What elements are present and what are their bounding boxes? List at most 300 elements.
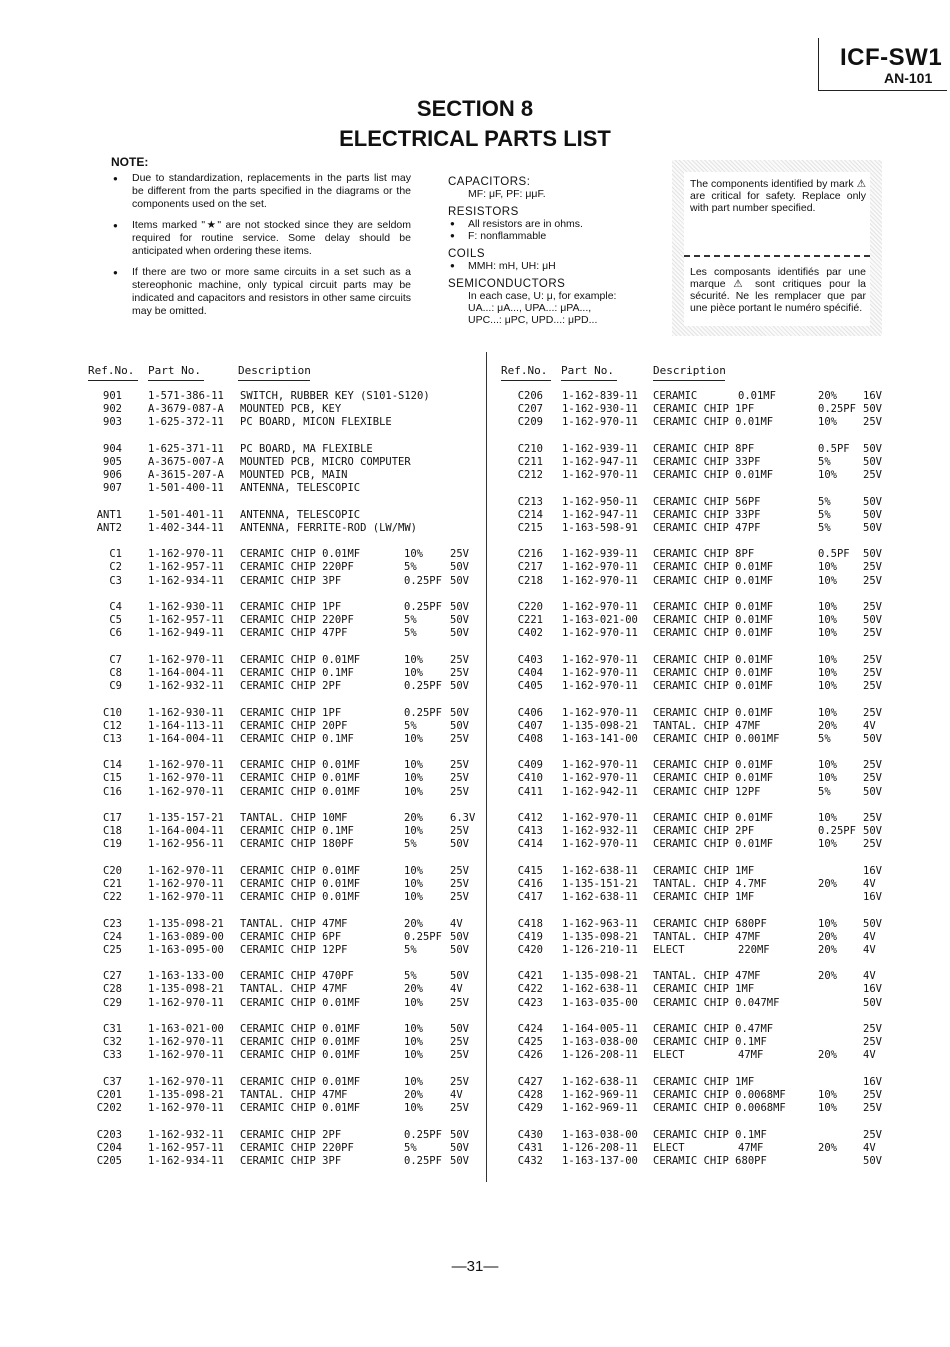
voltage: 50V: [863, 508, 882, 521]
tolerance: 10%: [818, 666, 837, 679]
part-number: 1-162-970-11: [562, 772, 638, 785]
part-number: 1-163-089-00: [148, 930, 224, 943]
part-number: 1-162-638-11: [562, 1075, 638, 1088]
voltage: 25V: [863, 1036, 882, 1049]
part-number: 1-162-969-11: [562, 1088, 638, 1101]
page-title: ELECTRICAL PARTS LIST: [339, 126, 611, 151]
part-number: 1-163-133-00: [148, 970, 224, 983]
ref-number: C220: [517, 601, 543, 613]
ref-number: C425: [517, 1036, 543, 1049]
description: CERAMIC CHIP 0.01MF: [240, 1036, 361, 1049]
ref-number: C416: [517, 877, 543, 890]
description: CERAMIC CHIP 220PF: [240, 1141, 354, 1154]
part-number: A-3615-207-A: [148, 469, 224, 482]
table-row: [496, 1089, 896, 1102]
description: CERAMIC CHIP 0.047MF: [653, 996, 780, 1009]
ref-number: C404: [517, 666, 543, 679]
part-number: 1-162-932-11: [148, 680, 224, 693]
ref-number: C14: [103, 759, 122, 772]
part-number: 1-163-598-91: [562, 521, 638, 534]
voltage: 50V: [863, 455, 882, 468]
resistors-item: ● F: nonflammable: [448, 230, 658, 242]
ref-number: C201: [96, 1088, 122, 1101]
part-number: 1-162-970-11: [148, 785, 224, 798]
part-number: 1-162-934-11: [148, 574, 224, 587]
header-underline: [501, 380, 551, 381]
part-number: 1-501-401-11: [148, 508, 224, 521]
resistors-heading: RESISTORS: [448, 206, 519, 218]
voltage: 25V: [863, 759, 882, 772]
part-number: 1-571-386-11: [148, 390, 224, 402]
tolerance: 10%: [818, 917, 837, 930]
part-number: 1-162-930-11: [562, 403, 638, 416]
part-number: 1-162-970-11: [148, 1049, 224, 1062]
voltage: 4V: [863, 719, 876, 732]
tolerance: 10%: [404, 785, 423, 798]
tolerance: 5%: [404, 561, 417, 574]
voltage: 25V: [450, 785, 469, 798]
tolerance: 10%: [818, 1088, 837, 1101]
part-number: 1-126-208-11: [562, 1141, 638, 1154]
tolerance: 20%: [818, 1049, 837, 1062]
description: CERAMIC CHIP 12PF: [653, 785, 761, 798]
description: ELECT: [653, 1049, 685, 1062]
part-number: 1-135-098-21: [148, 983, 224, 996]
part-number: 1-162-970-11: [562, 759, 638, 772]
part-number: 1-162-638-11: [562, 983, 638, 996]
ref-number: C420: [517, 943, 543, 956]
part-number: 1-163-021-00: [148, 1023, 224, 1035]
table-row: [496, 416, 896, 429]
description: CERAMIC CHIP 3PF: [240, 574, 342, 587]
ref-number: C402: [517, 627, 543, 640]
part-header: Part No.: [561, 364, 614, 377]
units-legend: [448, 172, 658, 326]
description: CERAMIC CHIP 0.01MF: [240, 548, 361, 561]
voltage: 25V: [863, 653, 882, 666]
table-row: [496, 614, 896, 627]
voltage: 25V: [450, 825, 469, 838]
tolerance: 10%: [818, 653, 837, 666]
ref-number: 907: [103, 482, 122, 495]
ref-number: ANT2: [96, 521, 122, 534]
description: CERAMIC CHIP 8PF: [653, 442, 755, 455]
table-row: [496, 627, 896, 640]
description: CERAMIC CHIP 0.47MF: [653, 1023, 774, 1035]
ref-number: C428: [517, 1088, 543, 1101]
tolerance: 10%: [404, 891, 423, 904]
ref-number: C432: [517, 1154, 543, 1167]
part-number: 1-162-970-11: [562, 469, 638, 482]
part-number: 1-162-963-11: [562, 917, 638, 930]
tolerance: 10%: [404, 996, 423, 1009]
voltage: 25V: [863, 574, 882, 587]
part-number: 1-162-970-11: [148, 548, 224, 561]
description: CERAMIC CHIP 0.01MF: [653, 812, 774, 824]
ref-number: C16: [103, 785, 122, 798]
header-underline: [238, 380, 310, 381]
description: CERAMIC CHIP 2PF: [653, 825, 755, 838]
table-row: [496, 997, 896, 1010]
ref-number: 901: [103, 390, 122, 402]
voltage: 25V: [863, 601, 882, 613]
voltage: 25V: [450, 666, 469, 679]
description: TANTAL. CHIP 4.7MF: [653, 877, 767, 890]
ref-number: C22: [103, 891, 122, 904]
capacitance: 220MF: [738, 943, 770, 956]
ref-number: C414: [517, 838, 543, 851]
tolerance: 5%: [404, 970, 417, 983]
voltage: 50V: [450, 930, 469, 943]
tolerance: 10%: [404, 666, 423, 679]
ref-number: C424: [517, 1023, 543, 1035]
ref-number: 903: [103, 416, 122, 429]
description: CERAMIC: [653, 390, 698, 402]
header-underline: [561, 380, 617, 381]
ref-number: 906: [103, 469, 122, 482]
ref-number: C1: [109, 548, 122, 561]
table-row: [88, 482, 483, 495]
part-number: 1-162-939-11: [562, 442, 638, 455]
table-row: [88, 443, 483, 456]
ref-number: C419: [517, 930, 543, 943]
description: CERAMIC CHIP 1PF: [240, 706, 342, 719]
voltage: 50V: [450, 574, 469, 587]
table-row: [88, 614, 483, 627]
part-number: 1-162-638-11: [562, 891, 638, 904]
description-header: Description: [653, 364, 726, 377]
table-row: [88, 1049, 483, 1062]
part-number: 1-162-970-11: [562, 416, 638, 429]
table-row: [496, 509, 896, 522]
table-row: [88, 548, 483, 561]
table-row: [496, 983, 896, 996]
ref-number: ANT1: [96, 508, 122, 521]
part-number: 1-162-947-11: [562, 455, 638, 468]
ref-number: C215: [517, 521, 543, 534]
part-number: 1-162-930-11: [148, 706, 224, 719]
voltage: 50V: [450, 1023, 469, 1035]
ref-number: C28: [103, 983, 122, 996]
table-row: [496, 865, 896, 878]
description: CERAMIC CHIP 0.1MF: [653, 1036, 767, 1049]
ref-number: C21: [103, 877, 122, 890]
description: CERAMIC CHIP 470PF: [240, 970, 354, 983]
voltage: 25V: [863, 772, 882, 785]
description: CERAMIC CHIP 0.01MF: [653, 469, 774, 482]
table-row: [88, 522, 483, 535]
right-parts-table: [496, 390, 896, 1168]
ref-number: C204: [96, 1141, 122, 1154]
description: CERAMIC CHIP 220PF: [240, 561, 354, 574]
part-number: 1-402-344-11: [148, 521, 224, 534]
part-number: 1-162-970-11: [148, 1102, 224, 1115]
voltage: 50V: [863, 732, 882, 745]
part-number: 1-162-970-11: [148, 996, 224, 1009]
table-row: [88, 878, 483, 891]
capacitance: 0.01MF: [738, 390, 776, 402]
tolerance: 5%: [818, 508, 831, 521]
description-header: Description: [238, 364, 311, 377]
table-row: [88, 469, 483, 482]
ref-number: C421: [517, 970, 543, 983]
part-number: 1-135-151-21: [562, 877, 638, 890]
tolerance: 0.25PF: [404, 1154, 442, 1167]
description: SWITCH, RUBBER KEY (S101-S120): [240, 390, 430, 402]
tolerance: 10%: [818, 680, 837, 693]
tolerance: 10%: [404, 1036, 423, 1049]
ref-header: Ref.No.: [501, 364, 548, 377]
part-number: 1-625-371-11: [148, 442, 224, 455]
description: CERAMIC CHIP 1PF: [653, 403, 755, 416]
voltage: 25V: [450, 772, 469, 785]
table-row: [496, 601, 896, 614]
ref-number: C410: [517, 772, 543, 785]
ref-number: C27: [103, 970, 122, 983]
description: TANTAL. CHIP 47MF: [653, 970, 761, 983]
tolerance: 10%: [818, 759, 837, 772]
description: CERAMIC CHIP 0.1MF: [240, 825, 354, 838]
description: ANTENNA, TELESCOPIC: [240, 482, 361, 495]
table-row: [496, 575, 896, 588]
tolerance: 5%: [818, 455, 831, 468]
ref-number: C418: [517, 917, 543, 930]
safety-text-french: Les composants identifiés par une marque ⚠ sont critiques pour la sécurité. Ne les remplacer que par une pièce portant le numéro spécifié.: [690, 266, 866, 314]
description: CERAMIC CHIP 0.01MF: [240, 772, 361, 785]
ref-number: C31: [103, 1023, 122, 1035]
voltage: 25V: [450, 996, 469, 1009]
part-number: 1-162-970-11: [562, 601, 638, 613]
description: CERAMIC CHIP 1MF: [653, 983, 755, 996]
safety-notice-inner: [684, 172, 870, 326]
part-number: 1-164-005-11: [562, 1023, 638, 1035]
ref-number: C426: [517, 1049, 543, 1062]
part-number: 1-135-098-21: [562, 719, 638, 732]
voltage: 50V: [863, 495, 882, 508]
table-row: [496, 918, 896, 931]
part-number: 1-162-970-11: [562, 812, 638, 824]
tolerance: 10%: [818, 706, 837, 719]
table-row: [496, 1142, 896, 1155]
tolerance: 10%: [404, 548, 423, 561]
description: TANTAL. CHIP 10MF: [240, 812, 348, 824]
description: ELECT: [653, 943, 685, 956]
tolerance: 10%: [818, 838, 837, 851]
table-row: [88, 456, 483, 469]
tolerance: 20%: [818, 877, 837, 890]
ref-number: C19: [103, 838, 122, 851]
ref-number: C24: [103, 930, 122, 943]
tolerance: 5%: [818, 732, 831, 745]
part-number: 1-162-970-11: [148, 1036, 224, 1049]
ref-number: C203: [96, 1128, 122, 1141]
table-row: [88, 944, 483, 957]
description: CERAMIC CHIP 0.0068MF: [653, 1102, 786, 1115]
description: CERAMIC CHIP 0.01MF: [240, 1049, 361, 1062]
description: CERAMIC CHIP 8PF: [653, 548, 755, 561]
ref-number: C9: [109, 680, 122, 693]
part-number: 1-162-970-11: [562, 653, 638, 666]
part-number: 1-163-137-00: [562, 1154, 638, 1167]
description: TANTAL. CHIP 47MF: [240, 983, 348, 996]
description: CERAMIC CHIP 0.01MF: [653, 759, 774, 772]
voltage: 50V: [863, 614, 882, 627]
voltage: 25V: [450, 759, 469, 772]
part-number: 1-162-956-11: [148, 838, 224, 851]
voltage: 50V: [450, 614, 469, 627]
voltage: 16V: [863, 390, 882, 402]
ref-number: C408: [517, 732, 543, 745]
description: CERAMIC CHIP 680PF: [653, 917, 767, 930]
ref-number: 905: [103, 455, 122, 468]
ref-number: C206: [517, 390, 543, 402]
tolerance: 0.25PF: [404, 930, 442, 943]
ref-number: C406: [517, 706, 543, 719]
voltage: 50V: [450, 680, 469, 693]
voltage: 50V: [863, 825, 882, 838]
table-row: [496, 825, 896, 838]
voltage: 4V: [450, 1088, 463, 1101]
coils-item: ● MMH: mH, UH: μH: [448, 260, 658, 272]
part-number: 1-164-113-11: [148, 719, 224, 732]
description: CERAMIC CHIP 0.01MF: [240, 653, 361, 666]
capacitance: 47MF: [738, 1141, 764, 1154]
tolerance: 10%: [818, 561, 837, 574]
voltage: 50V: [863, 917, 882, 930]
voltage: 25V: [863, 1128, 882, 1141]
semiconductors-line: UPC...: μPC, UPD...: μPD...: [468, 314, 598, 326]
voltage: 50V: [450, 1154, 469, 1167]
table-row: [88, 812, 483, 825]
ref-number: C214: [517, 508, 543, 521]
table-row: [496, 786, 896, 799]
description: CERAMIC CHIP 0.01MF: [653, 680, 774, 693]
voltage: 50V: [863, 996, 882, 1009]
voltage: 25V: [450, 877, 469, 890]
description: ANTENNA, TELESCOPIC: [240, 508, 361, 521]
ref-number: 902: [103, 403, 122, 416]
description: CERAMIC CHIP 0.01MF: [653, 772, 774, 785]
ref-number: C37: [103, 1075, 122, 1088]
ref-number: C405: [517, 680, 543, 693]
table-row: [88, 1142, 483, 1155]
table-row: [88, 575, 483, 588]
description: CERAMIC CHIP 3PF: [240, 1154, 342, 1167]
part-number: 1-162-957-11: [148, 1141, 224, 1154]
description: CERAMIC CHIP 680PF: [653, 1154, 767, 1167]
note-item: ● If there are two or more same circuits in a set such as a stereophonic machine, only typical circuit parts may be indicated and capacitors and resistors in other same circuits may be omitted.: [111, 266, 411, 318]
tolerance: 5%: [818, 785, 831, 798]
voltage: 16V: [863, 891, 882, 904]
ref-number: C17: [103, 812, 122, 824]
ref-number: C4: [109, 601, 122, 613]
tolerance: 10%: [818, 416, 837, 429]
section-heading: SECTION 8: [416, 96, 534, 121]
voltage: 4V: [863, 877, 876, 890]
ref-number: C13: [103, 732, 122, 745]
table-row: [496, 944, 896, 957]
voltage: 50V: [450, 943, 469, 956]
voltage: 25V: [863, 416, 882, 429]
part-number: 1-162-939-11: [562, 548, 638, 561]
tolerance: 10%: [404, 864, 423, 877]
ref-number: C429: [517, 1102, 543, 1115]
ref-number: C2: [109, 561, 122, 574]
semiconductors-heading: SEMICONDUCTORS: [448, 278, 566, 290]
tolerance: 20%: [404, 812, 423, 824]
description: CERAMIC CHIP 0.01MF: [653, 601, 774, 613]
part-number: 1-162-970-11: [148, 891, 224, 904]
tolerance: 20%: [818, 930, 837, 943]
voltage: 25V: [450, 891, 469, 904]
table-row: [88, 509, 483, 522]
description: CERAMIC CHIP 0.1MF: [240, 732, 354, 745]
ref-number: C25: [103, 943, 122, 956]
part-number: A-3679-087-A: [148, 403, 224, 416]
description: MOUNTED PCB, MAIN: [240, 469, 348, 482]
part-number: 1-163-038-00: [562, 1128, 638, 1141]
ref-number: C427: [517, 1075, 543, 1088]
part-number: 1-162-970-11: [562, 627, 638, 640]
tolerance: 10%: [818, 812, 837, 824]
tolerance: 10%: [404, 732, 423, 745]
submodel-number: AN-101: [884, 70, 933, 86]
part-number: 1-162-970-11: [148, 864, 224, 877]
description: CERAMIC CHIP 0.01MF: [653, 416, 774, 429]
tolerance: 20%: [818, 970, 837, 983]
table-row: [88, 759, 483, 772]
table-row: [88, 733, 483, 746]
table-row: [496, 548, 896, 561]
table-row: [88, 601, 483, 614]
table-row: [88, 983, 483, 996]
tolerance: 20%: [818, 1141, 837, 1154]
ref-number: C431: [517, 1141, 543, 1154]
tolerance: 20%: [404, 983, 423, 996]
ref-number: C20: [103, 864, 122, 877]
ref-number: C32: [103, 1036, 122, 1049]
safety-notice-box: [672, 160, 882, 336]
tolerance: 5%: [818, 521, 831, 534]
note-list: [111, 172, 411, 326]
part-number: 1-164-004-11: [148, 732, 224, 745]
part-number: 1-162-839-11: [562, 390, 638, 402]
table-row: [496, 931, 896, 944]
tolerance: 10%: [404, 1102, 423, 1115]
description: ANTENNA, FERRITE-ROD (LW/MW): [240, 521, 418, 534]
note-item: ● Due to standardization, replacements in the parts list may be different from the parts specified in the diagrams or the components used on the set.: [111, 172, 411, 211]
table-row: [88, 1129, 483, 1142]
table-row: [88, 997, 483, 1010]
description: PC BOARD, MICON FLEXIBLE: [240, 416, 392, 429]
tolerance: 10%: [404, 877, 423, 890]
voltage: 50V: [450, 838, 469, 851]
part-number: 1-163-095-00: [148, 943, 224, 956]
table-row: [496, 1102, 896, 1115]
description: CERAMIC CHIP 0.01MF: [653, 666, 774, 679]
capacitors-heading: CAPACITORS:: [448, 176, 531, 188]
ref-number: C409: [517, 759, 543, 772]
tolerance: 0.25PF: [818, 825, 856, 838]
tolerance: 20%: [818, 943, 837, 956]
voltage: 16V: [863, 1075, 882, 1088]
tolerance: 20%: [404, 917, 423, 930]
description: CERAMIC CHIP 0.01MF: [653, 627, 774, 640]
resistors-item: ● All resistors are in ohms.: [448, 218, 658, 230]
column-divider: [486, 352, 487, 1182]
tolerance: 10%: [404, 653, 423, 666]
ref-number: C6: [109, 627, 122, 640]
